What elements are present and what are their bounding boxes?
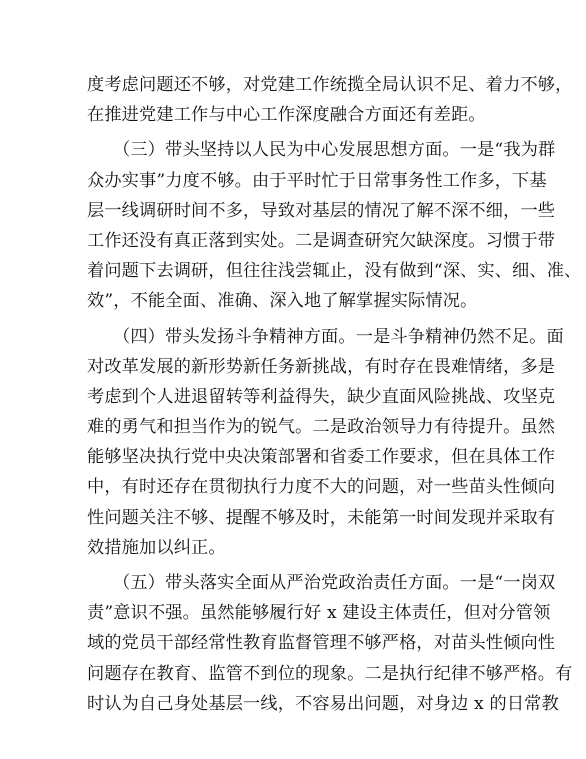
paragraph-section-five (87, 568, 573, 719)
paragraph-line: 众办实事”力度不够。由于平时忙于日常事务性工作多，下基 (87, 170, 547, 191)
paragraph-section-four (87, 322, 564, 564)
paragraph-line: 效”，不能全面、准确、深入地了解掌握实际情况。 (87, 291, 478, 312)
paragraph-line: 问题存在教育、监管不到位的现象。二是执行纪律不够严格。有 (87, 663, 573, 684)
paragraph-line: （三）带头坚持以人民为中心发展思想方面。一是“我为群 (113, 140, 556, 161)
paragraph-line: 时认为自己身处基层一线，不容易出问题，对身边 x 的日常教 (87, 693, 559, 714)
paragraph-line: 工作还没有真正落到实处。二是调查研究欠缺深度。习惯于带 (87, 230, 556, 251)
paragraph-line: 责”意识不强。虽然能够履行好 x 建设主体责任，但对分管领 (87, 603, 551, 624)
document-body (87, 70, 582, 719)
paragraph-line: 难的勇气和担当作为的锐气。二是政治领导力有待提升。虽然 (87, 417, 556, 438)
paragraph-line: 在推进党建工作与中心工作深度融合方面还有差距。 (87, 105, 486, 126)
paragraph-section-three (87, 135, 582, 316)
paragraph-continuation (87, 70, 573, 130)
paragraph-line: 中，有时还存在贯彻执行力度不大的问题，对一些苗头性倾向 (87, 477, 556, 498)
paragraph-line: 度考虑问题还不够，对党建工作统揽全局认识不足、着力不够， (87, 75, 573, 95)
paragraph-line: 层一线调研时间不多，导致对基层的情况了解不深不细，一些 (87, 200, 556, 221)
paragraph-line: （四）带头发扬斗争精神方面。一是斗争精神仍然不足。面 (113, 326, 564, 347)
paragraph-line: 效措施加以纠正。 (87, 537, 226, 558)
paragraph-line: 对改革发展的新形势新任务新挑战，有时存在畏难情绪，多是 (87, 356, 556, 377)
paragraph-line: 能够坚决执行党中央决策部署和省委工作要求，但在具体工作 (87, 447, 556, 468)
paragraph-line: 域的党员干部经常性教育监督管理不够严格，对苗头性倾向性 (87, 633, 556, 654)
paragraph-line: 性问题关注不够、提醒不够及时，未能第一时间发现并采取有 (87, 507, 556, 528)
paragraph-line: （五）带头落实全面从严治党政治责任方面。一是“一岗双 (113, 573, 556, 593)
paragraph-line: 考虑到个人进退留转等利益得失，缺少直面风险挑战、攻坚克 (87, 386, 556, 407)
paragraph-line: 着问题下去调研，但往往浅尝辄止，没有做到“深、实、细、准、 (87, 261, 582, 282)
